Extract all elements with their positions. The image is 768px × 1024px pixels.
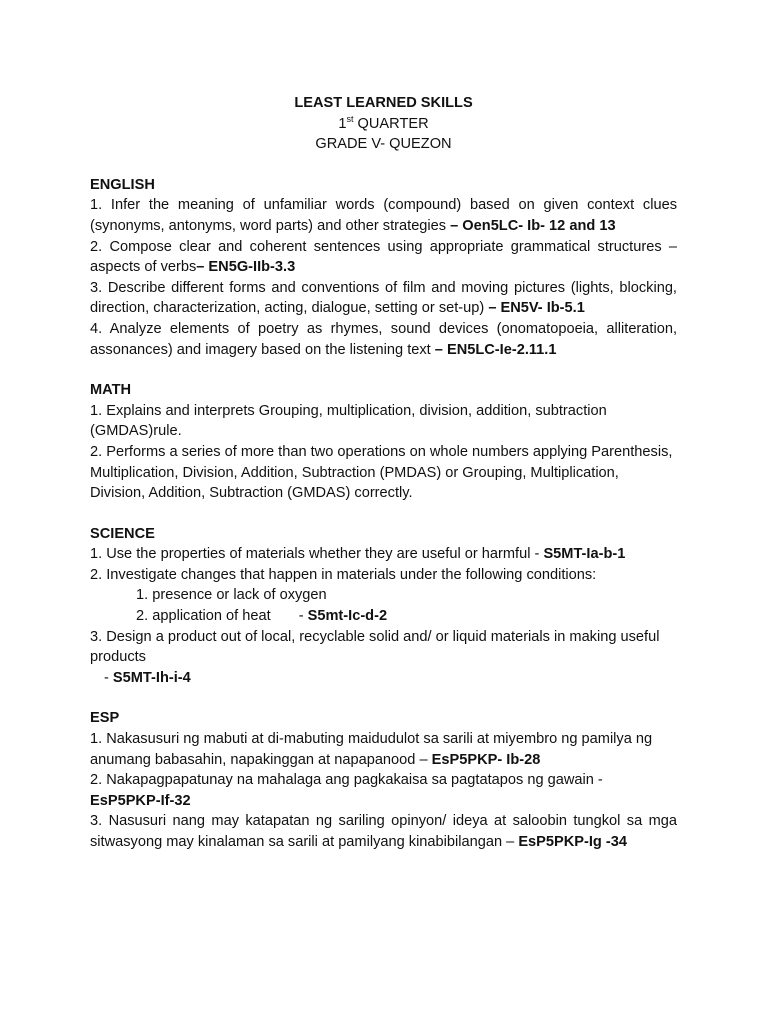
english-item-2 (90, 237, 677, 278)
document-page (90, 93, 677, 873)
esp-item-3 (90, 811, 677, 852)
grade-section-line: GRADE V- QUEZON (315, 136, 452, 153)
english-item-3-code: – EN5V- Ib-5.1 (488, 300, 585, 317)
science-item-3-code: S5MT-Ih-i-4 (112, 669, 191, 686)
esp-item-2-text: 2. Nakapagpapatunay na mahalaga ang pagkakaisa sa pagtatapos ng gawain - (90, 772, 603, 789)
esp-heading: ESP (90, 710, 120, 727)
science-item-1 (90, 544, 677, 565)
science-subitem-1: 1. presence or lack of oxygen (136, 587, 327, 604)
science-subitem-2-text: 2. application of heat (136, 608, 271, 625)
english-item-4-text: 4. Analyze elements of poetry as rhymes, sound devices (onomatopoeia, alliteration, assonances) and imagery based on the listening text (90, 320, 677, 358)
document-header (90, 93, 677, 155)
esp-section (90, 708, 677, 852)
math-section (90, 380, 677, 504)
esp-item-2-code: EsP5PKP-If-32 (90, 792, 191, 809)
document-title: LEAST LEARNED SKILLS (294, 95, 473, 111)
science-item-1-text: 1. Use the properties of materials whether they are useful or harmful - (90, 546, 544, 563)
esp-item-1-code: EsP5PKP- Ib-28 (431, 751, 541, 768)
english-item-2-code: – EN5G-IIb-3.3 (196, 259, 296, 276)
esp-item-1-text: 1. Nakasusuri ng mabuti at di-mabuting maidudulot sa sarili at miyembro ng pamilya ng anumang babasahin, napakinggan at napapanood – (90, 731, 653, 768)
esp-item-3-code: EsP5PKP-Ig -34 (518, 834, 627, 850)
math-heading: MATH (90, 382, 132, 399)
english-item-3-text: 3. Describe different forms and conventions of film and moving pictures (lights, blocking, direction, characterization, acting, dialogue, setting or set-up) (90, 279, 677, 317)
quarter-label: QUARTER (353, 115, 429, 132)
science-item-3-dash: - (104, 669, 113, 686)
english-item-4-code: – EN5LC-Ie-2.11.1 (434, 341, 557, 358)
science-subitem-2 (90, 606, 677, 627)
english-item-1 (90, 195, 677, 236)
english-section (90, 175, 677, 360)
quarter-line (90, 114, 677, 135)
quarter-ordinal: st (346, 113, 354, 124)
english-item-1-code: – Oen5LC- Ib- 12 and 13 (450, 217, 616, 234)
science-item-2: 2. Investigate changes that happen in materials under the following conditions: (90, 566, 597, 583)
science-subitem-2-dash: - (298, 608, 308, 625)
esp-item-2 (90, 770, 677, 811)
science-heading: SCIENCE (90, 525, 155, 542)
science-item-3: 3. Design a product out of local, recyclable solid and/ or liquid materials in making useful products (90, 628, 660, 666)
science-item-1-code: S5MT-Ia-b-1 (543, 546, 626, 563)
math-item-2: 2. Performs a series of more than two operations on whole numbers applying Parenthesis, Multiplication, Division, Addition, Subtraction (PMDAS) or Grouping, Multiplication, Division, Addition, Subtraction (GMDAS) correctly. (90, 443, 673, 502)
english-heading: ENGLISH (90, 176, 155, 193)
english-item-3 (90, 278, 677, 319)
quarter-number: 1 (338, 115, 347, 132)
esp-item-1 (90, 729, 677, 770)
science-subitem-2-code: S5mt-Ic-d-2 (307, 608, 388, 625)
science-item-3-code-line (90, 668, 677, 689)
math-item-1: 1. Explains and interprets Grouping, multiplication, division, addition, subtraction (GMDAS)rule. (90, 402, 607, 440)
esp-item-3-text: 3. Nasusuri nang may katapatan ng sariling opinyon/ ideya at saloobin tungkol sa mga sitwasyong may kinalaman sa sarili at pamilyang kinabibilangan – (90, 813, 677, 850)
science-section (90, 524, 677, 689)
english-item-1-text: 1. Infer the meaning of unfamiliar words (compound) based on given context clues (synonyms, antonyms, word parts) and other strategies (90, 197, 677, 234)
english-item-2-text: 2. Compose clear and coherent sentences using appropriate grammatical structures – aspects of verbs (90, 238, 677, 276)
english-item-4 (90, 319, 677, 360)
